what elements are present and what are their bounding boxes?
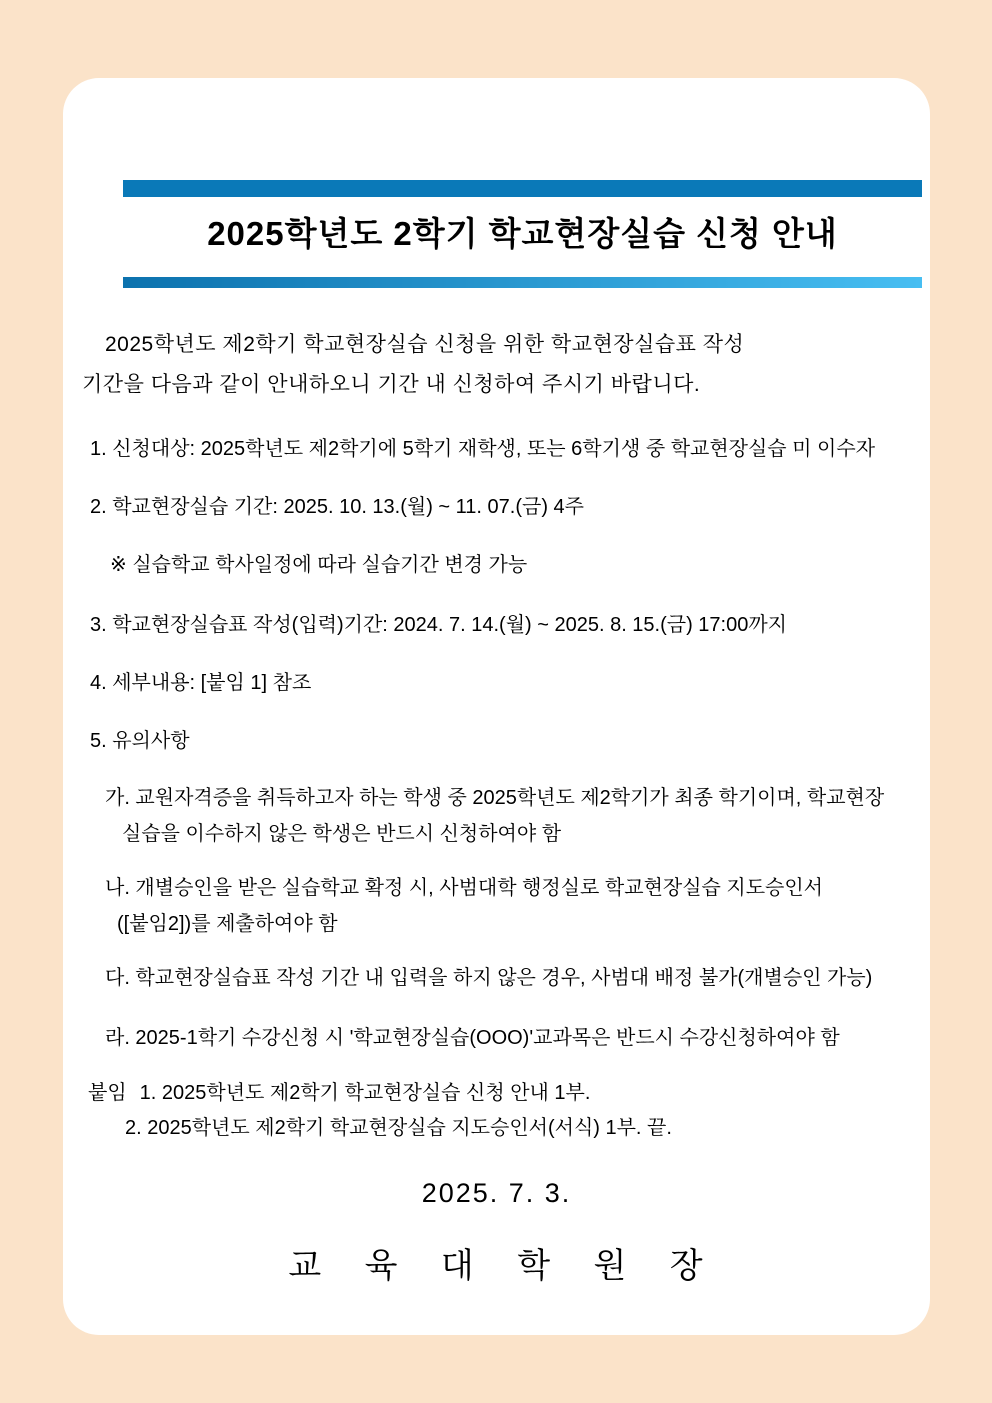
issue-date: 2025. 7. 3.	[421, 1178, 572, 1208]
intro-paragraph-line-2: 기간을 다음과 같이 안내하오니 기간 내 신청하여 주시기 바랍니다.	[82, 373, 701, 396]
signature-dean-of-graduate-school: 교 육 대 학 원 장	[288, 1247, 705, 1285]
sub-item-ra: 라. 2025-1학기 수강신청 시 '학교현장실습(OOO)'교과목은 반드시 수강신청하여야 함	[105, 1027, 840, 1049]
sub-item-ga-line-1: 가. 교원자격증을 취득하고자 하는 학생 중 2025학년도 제2학기가 최종 학기이며, 학교현장	[105, 787, 885, 809]
page-title: 2025학년도 2학기 학교현장실습 신청 안내	[207, 215, 838, 252]
list-item-3-entry-period: 3. 학교현장실습표 작성(입력)기간: 2024. 7. 14.(월) ~ 2025. 8. 15.(금) 17:00까지	[90, 614, 787, 636]
list-item-4-details: 4. 세부내용: [붙임 1] 참조	[90, 672, 312, 694]
attachments-label: 붙임	[88, 1082, 127, 1104]
list-item-2-note: ※ 실습학교 학사일정에 따라 실습기간 변경 가능	[110, 554, 528, 576]
list-item-1-target: 1. 신청대상: 2025학년도 제2학기에 5학기 재학생, 또는 6학기생 중 학교현장실습 미 이수자	[90, 438, 876, 460]
list-item-2-period: 2. 학교현장실습 기간: 2025. 10. 13.(월) ~ 11. 07.(금) 4주	[90, 496, 584, 518]
intro-paragraph-line-1: 2025학년도 제2학기 학교현장실습 신청을 위한 학교현장실습표 작성	[105, 333, 745, 356]
sub-item-na-line-2: ([붙임2])를 제출하여야 함	[117, 913, 338, 935]
attachments-line-1	[88, 1080, 590, 1106]
header-top-bar	[123, 180, 922, 197]
sub-item-na-line-1: 나. 개별승인을 받은 실습학교 확정 시, 사범대학 행정실로 학교현장실습 지도승인서	[105, 877, 824, 899]
list-item-5-cautions: 5. 유의사항	[90, 730, 190, 752]
attachments-line-2: 2. 2025학년도 제2학기 학교현장실습 지도승인서(서식) 1부. 끝.	[125, 1117, 672, 1139]
sub-item-da: 다. 학교현장실습표 작성 기간 내 입력을 하지 않은 경우, 사범대 배정 불가(개별승인 가능)	[105, 967, 873, 989]
notice-card	[63, 78, 930, 1335]
header-gradient-bar	[123, 277, 922, 288]
sub-item-ga-line-2: 실습을 이수하지 않은 학생은 반드시 신청하여야 함	[122, 823, 562, 845]
attachment-item-1: 1. 2025학년도 제2학기 학교현장실습 신청 안내 1부.	[139, 1082, 591, 1104]
